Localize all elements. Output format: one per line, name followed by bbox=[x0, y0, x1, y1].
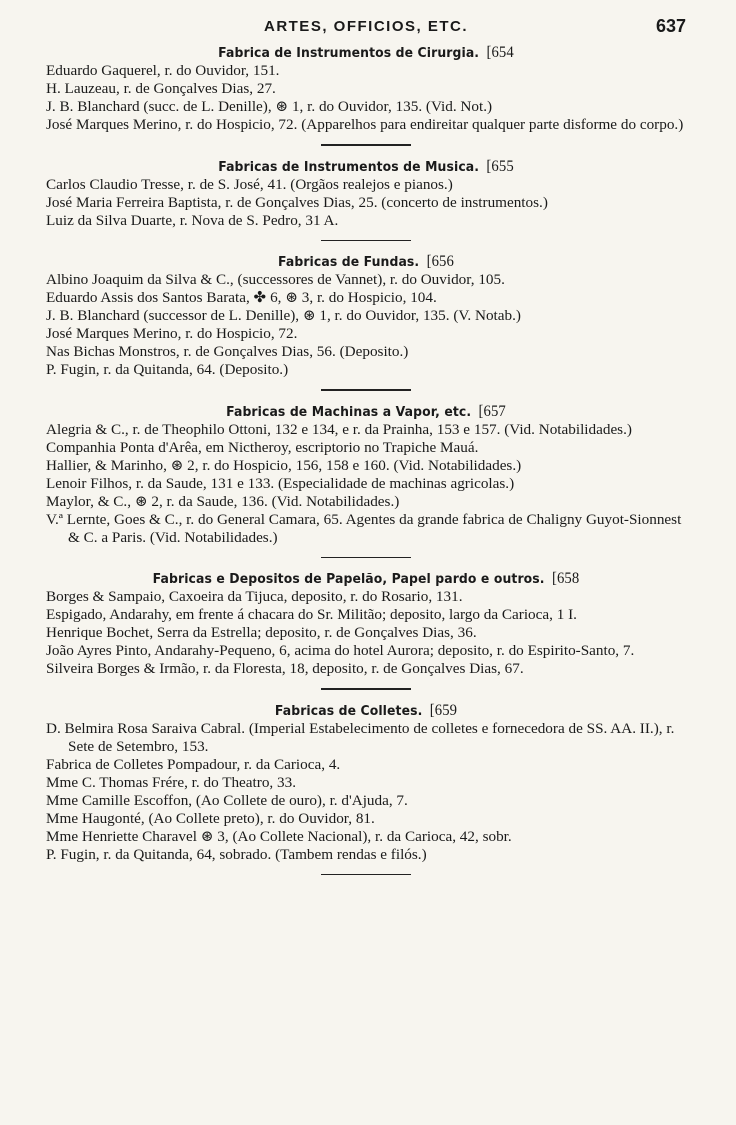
list-item: Alegria & C., r. de Theophilo Ottoni, 132 e 134, e r. da Prainha, 153 e 157. (Vid. Notabilidades.) bbox=[46, 420, 632, 438]
list-item: Nas Bichas Monstros, r. de Gonçalves Dias, 56. (Deposito.) bbox=[46, 343, 409, 360]
section-heading bbox=[72, 403, 661, 421]
list-item: José Maria Ferreira Baptista, r. de Gonçalves Dias, 25. (concerto de instrumentos.) bbox=[46, 193, 548, 211]
section-number: [657 bbox=[478, 402, 506, 420]
list-item: Borges & Sampaio, Caxoeira da Tijuca, deposito, r. do Rosario, 131. bbox=[46, 588, 463, 605]
page-number: 637 bbox=[655, 16, 686, 36]
list-item: Carlos Claudio Tresse, r. de S. José, 41. (Orgãos realejos e pianos.) bbox=[46, 175, 453, 193]
section-instrumentos-cirurgia bbox=[46, 44, 686, 134]
list-item: Espigado, Andarahy, em frente á chacara do Sr. Militão; deposito, largo da Carioca, 1 I. bbox=[46, 606, 577, 623]
section-heading bbox=[72, 253, 661, 271]
section-number: [656 bbox=[426, 253, 454, 270]
section-title: Fabricas de Fundas. bbox=[278, 254, 420, 270]
section-title: Fabrica de Instrumentos de Cirurgia. bbox=[218, 45, 480, 61]
section-title: Fabricas de Machinas a Vapor, etc. bbox=[226, 403, 472, 420]
list-item: Maylor, & C., ⊛ 2, r. da Saude, 136. (Vid. Notabilidades.) bbox=[46, 492, 400, 510]
list-item: Fabrica de Colletes Pompadour, r. da Carioca, 4. bbox=[46, 755, 341, 773]
directory-page bbox=[46, 14, 686, 887]
list-item: Mme C. Thomas Frére, r. do Theatro, 33. bbox=[46, 773, 296, 791]
section-number: [654 bbox=[486, 44, 514, 61]
section-divider bbox=[321, 557, 411, 559]
list-item: José Marques Merino, r. do Hospicio, 72. bbox=[46, 325, 298, 342]
list-item: José Marques Merino, r. do Hospicio, 72. (Apparelhos para endireitar qualquer parte disforme do corpo.) bbox=[46, 116, 684, 133]
section-colletes bbox=[46, 702, 686, 864]
section-heading bbox=[72, 158, 661, 176]
section-fundas bbox=[46, 253, 686, 379]
section-number: [659 bbox=[429, 701, 458, 719]
section-divider bbox=[321, 389, 411, 391]
section-divider bbox=[321, 688, 411, 690]
section-heading bbox=[72, 702, 661, 720]
section-heading bbox=[72, 570, 661, 588]
section-instrumentos-musica bbox=[46, 158, 686, 230]
list-item: H. Lauzeau, r. de Gonçalves Dias, 27. bbox=[46, 80, 276, 97]
list-item: Eduardo Assis dos Santos Barata, ✤ 6, ⊛ 3, r. do Hospicio, 104. bbox=[46, 289, 437, 306]
list-item: Companhia Ponta d'Arêa, em Nictheroy, escriptorio no Trapiche Mauá. bbox=[46, 438, 479, 456]
section-title: Fabricas de Colletes. bbox=[274, 702, 423, 719]
list-item: P. Fugin, r. da Quitanda, 64, sobrado. (Tambem rendas e filós.) bbox=[46, 845, 427, 863]
list-item: Hallier, & Marinho, ⊛ 2, r. do Hospicio, 156, 158 e 160. (Vid. Notabilidades.) bbox=[46, 456, 522, 474]
section-divider bbox=[321, 144, 411, 146]
list-item: J. B. Blanchard (succ. de L. Denille), ⊛ 1, r. do Ouvidor, 135. (Vid. Not.) bbox=[46, 98, 493, 115]
list-item: Luiz da Silva Duarte, r. Nova de S. Pedro, 31 A. bbox=[46, 211, 339, 229]
list-item: Eduardo Gaquerel, r. do Ouvidor, 151. bbox=[46, 62, 280, 79]
section-divider bbox=[321, 240, 411, 242]
section-heading bbox=[72, 44, 661, 62]
section-divider bbox=[321, 874, 411, 876]
list-item: J. B. Blanchard (successor de L. Denille), ⊛ 1, r. do Ouvidor, 135. (V. Notab.) bbox=[46, 307, 521, 324]
running-head bbox=[46, 14, 686, 44]
list-item: V.ª Lernte, Goes & C., r. do General Camara, 65. Agentes da grande fabrica de Chaligny Guyot-Sionnest & C. a Paris. (Vid. Notabilidades.) bbox=[46, 510, 682, 546]
running-title: ARTES, OFFICIOS, ETC. bbox=[263, 18, 468, 35]
list-item: D. Belmira Rosa Saraiva Cabral. (Imperial Estabelecimento de colletes e fornecedora de SS. AA. II.), r. Sete de Setembro, 153. bbox=[46, 719, 675, 755]
list-item: Silveira Borges & Irmão, r. da Floresta, 18, deposito, r. de Gonçalves Dias, 67. bbox=[46, 660, 524, 677]
section-papelao bbox=[46, 570, 686, 678]
list-item: Henrique Bochet, Serra da Estrella; deposito, r. de Gonçalves Dias, 36. bbox=[46, 624, 477, 641]
section-title: Fabricas de Instrumentos de Musica. bbox=[218, 158, 480, 175]
list-item: Mme Camille Escoffon, (Ao Collete de ouro), r. d'Ajuda, 7. bbox=[46, 791, 408, 809]
section-number: [658 bbox=[551, 570, 580, 587]
section-machinas-vapor bbox=[46, 403, 686, 547]
list-item: Albino Joaquim da Silva & C., (successores de Vannet), r. do Ouvidor, 105. bbox=[46, 271, 505, 288]
list-item: Lenoir Filhos, r. da Saude, 131 e 133. (Especialidade de machinas agricolas.) bbox=[46, 474, 515, 492]
list-item: Mme Henriette Charavel ⊛ 3, (Ao Collete Nacional), r. da Carioca, 42, sobr. bbox=[46, 827, 512, 845]
section-number: [655 bbox=[486, 157, 514, 175]
list-item: Mme Haugonté, (Ao Collete preto), r. do Ouvidor, 81. bbox=[46, 809, 375, 827]
section-title: Fabricas e Depositos de Papelão, Papel pardo e outros. bbox=[152, 571, 545, 587]
list-item: P. Fugin, r. da Quitanda, 64. (Deposito.) bbox=[46, 361, 289, 378]
list-item: João Ayres Pinto, Andarahy-Pequeno, 6, acima do hotel Aurora; deposito, r. do Espirito-Santo, 7. bbox=[46, 642, 635, 659]
